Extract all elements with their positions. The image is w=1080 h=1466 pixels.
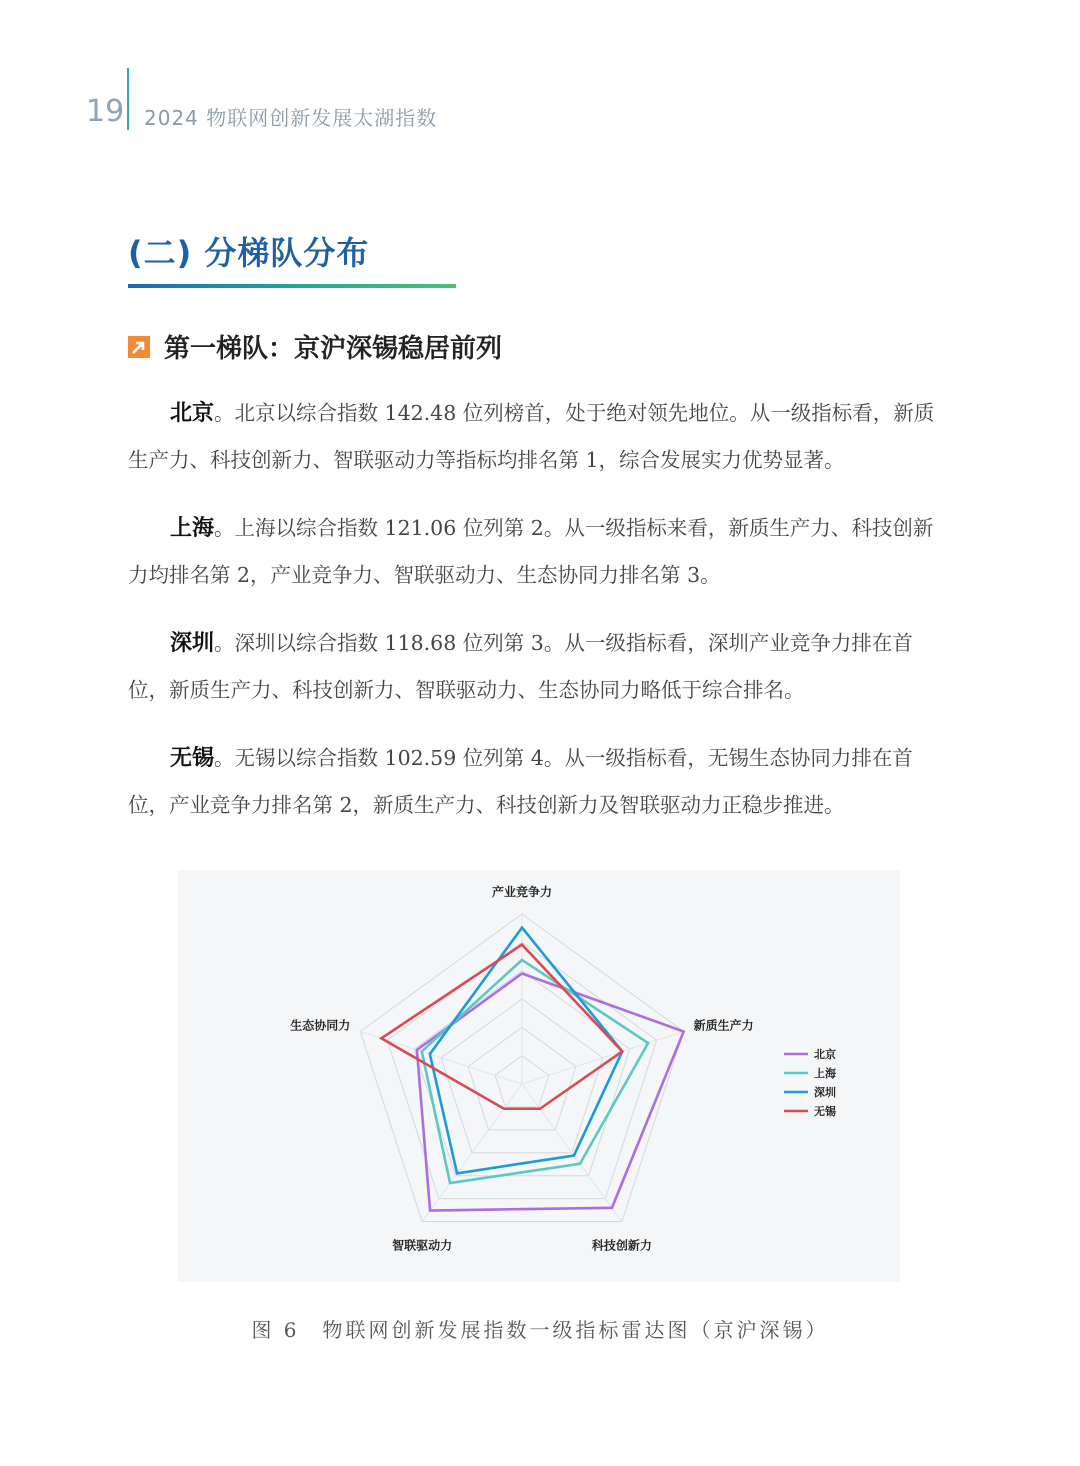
subsection-title: 第一梯队：京沪深锡稳居前列 bbox=[164, 334, 503, 364]
radar-axis-label: 产业竞争力 bbox=[491, 885, 553, 899]
legend-label: 无锡 bbox=[814, 1105, 836, 1118]
paragraph-lead: 深圳 bbox=[170, 630, 215, 656]
paragraph-lead: 上海 bbox=[170, 515, 215, 541]
paragraph-text: 。深圳以综合指数 118.68 位列第 3。从一级指标看，深圳产业竞争力排在首位，新质生产力、科技创新力、智联驱动力、生态协同力略低于综合排名。 bbox=[128, 631, 913, 702]
paragraph-wuxi bbox=[128, 735, 952, 829]
legend-label: 上海 bbox=[814, 1067, 836, 1080]
header-divider bbox=[127, 68, 129, 130]
running-title: 2024 物联网创新发展太湖指数 bbox=[144, 106, 438, 130]
subsection-heading bbox=[128, 328, 502, 365]
figure-caption: 图 6 物联网创新发展指数一级指标雷达图（京沪深锡） bbox=[251, 1318, 829, 1342]
radar-spoke bbox=[522, 1031, 684, 1084]
paragraph-beijing bbox=[128, 390, 952, 484]
paragraph-text: 。上海以综合指数 121.06 位列第 2。从一级指标来看，新质生产力、科技创新力均排名第 2，产业竞争力、智联驱动力、生态协同力排名第 3。 bbox=[128, 516, 934, 587]
radar-axis-label: 新质生产力 bbox=[693, 1018, 754, 1033]
radar-axis-label: 科技创新力 bbox=[591, 1238, 652, 1253]
radar-chart-panel bbox=[178, 870, 900, 1282]
paragraph-shanghai bbox=[128, 505, 952, 599]
radar-series-北京 bbox=[417, 974, 684, 1211]
paragraph-lead: 北京 bbox=[170, 400, 215, 426]
paragraph-lead: 无锡 bbox=[170, 745, 215, 771]
legend-label: 北京 bbox=[814, 1048, 836, 1061]
section-underline bbox=[128, 284, 456, 288]
page-number: 19 bbox=[86, 94, 125, 129]
paragraph-text: 。北京以综合指数 142.48 位列榜首，处于绝对领先地位。从一级指标看，新质生产力、科技创新力、智联驱动力等指标均排名第 1，综合发展实力优势显著。 bbox=[128, 401, 935, 472]
arrow-square-icon bbox=[128, 336, 150, 358]
radar-chart bbox=[178, 870, 900, 1282]
legend-label: 深圳 bbox=[814, 1086, 836, 1099]
paragraph-text: 。无锡以综合指数 102.59 位列第 4。从一级指标看，无锡生态协同力排在首位，产业竞争力排名第 2，新质生产力、科技创新力及智联驱动力正稳步推进。 bbox=[128, 746, 913, 817]
radar-axis-label: 生态协同力 bbox=[290, 1018, 351, 1033]
radar-series-无锡 bbox=[381, 945, 622, 1109]
section-title: (二) 分梯队分布 bbox=[128, 234, 370, 272]
paragraph-shenzhen bbox=[128, 620, 952, 714]
radar-axis-label: 智联驱动力 bbox=[392, 1238, 453, 1253]
